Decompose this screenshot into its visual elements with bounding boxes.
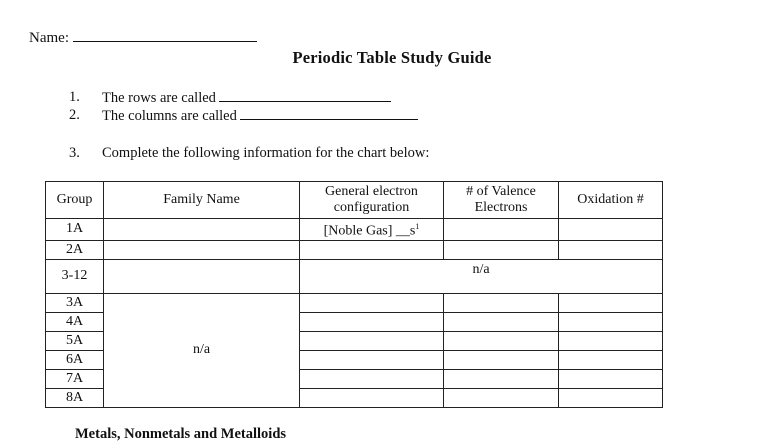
group-cell: 5A	[46, 331, 104, 350]
header-electron-config	[300, 182, 444, 219]
question-number: 3.	[69, 145, 80, 161]
config-input-cell[interactable]	[300, 350, 444, 369]
config-input-cell[interactable]	[300, 388, 444, 407]
header-valence	[444, 182, 559, 219]
table-row	[46, 219, 663, 241]
group-cell: 2A	[46, 240, 104, 259]
config-input-cell[interactable]	[300, 369, 444, 388]
group-cell: 6A	[46, 350, 104, 369]
valence-input-cell[interactable]	[444, 240, 559, 259]
oxidation-input-cell[interactable]	[559, 240, 663, 259]
valence-input-cell[interactable]	[444, 369, 559, 388]
answer-blank[interactable]	[219, 89, 391, 102]
family-input-cell[interactable]	[104, 259, 300, 293]
name-blank[interactable]	[73, 27, 257, 42]
table-row	[46, 293, 663, 312]
valence-input-cell[interactable]	[444, 331, 559, 350]
periodic-info-table	[45, 181, 663, 408]
name-label: Name:	[29, 30, 69, 46]
family-na-cell	[104, 293, 300, 407]
oxidation-input-cell[interactable]	[559, 219, 663, 241]
question-number: 2.	[69, 107, 80, 123]
valence-input-cell[interactable]	[444, 312, 559, 331]
config-input-cell[interactable]	[300, 312, 444, 331]
oxidation-input-cell[interactable]	[559, 331, 663, 350]
config-input-cell[interactable]	[300, 331, 444, 350]
config-superscript: 1	[415, 222, 420, 231]
group-cell: 3-12	[46, 259, 104, 293]
group-cell: 7A	[46, 369, 104, 388]
group-cell: 8A	[46, 388, 104, 407]
table-header-row	[46, 182, 663, 219]
valence-input-cell[interactable]	[444, 350, 559, 369]
table-row	[46, 259, 663, 293]
group-cell: 3A	[46, 293, 104, 312]
header-valence-line1: # of Valence	[466, 184, 536, 199]
family-input-cell[interactable]	[104, 219, 300, 241]
question-number: 1.	[69, 89, 80, 105]
table-row	[46, 240, 663, 259]
family-input-cell[interactable]	[104, 240, 300, 259]
valence-input-cell[interactable]	[444, 219, 559, 241]
page-title: Periodic Table Study Guide	[292, 48, 492, 67]
section-heading: Metals, Nonmetals and Metalloids	[75, 426, 287, 442]
oxidation-input-cell[interactable]	[559, 350, 663, 369]
config-prefix: [Noble Gas] __s	[323, 223, 416, 239]
na-text: n/a	[192, 342, 211, 358]
name-field-line	[29, 27, 257, 47]
oxidation-input-cell[interactable]	[559, 369, 663, 388]
transition-na-cell	[300, 259, 663, 293]
oxidation-input-cell[interactable]	[559, 312, 663, 331]
na-text: n/a	[472, 261, 490, 277]
header-family-name: Family Name	[104, 182, 300, 219]
header-valence-line2: Electrons	[474, 200, 528, 215]
valence-input-cell[interactable]	[444, 293, 559, 312]
valence-input-cell[interactable]	[444, 388, 559, 407]
config-cell[interactable]	[300, 219, 444, 241]
oxidation-input-cell[interactable]	[559, 388, 663, 407]
config-input-cell[interactable]	[300, 293, 444, 312]
oxidation-input-cell[interactable]	[559, 293, 663, 312]
header-group: Group	[46, 182, 104, 219]
header-config-line1: General electron	[325, 184, 418, 199]
header-oxidation: Oxidation #	[559, 182, 663, 219]
answer-blank[interactable]	[240, 107, 418, 120]
question-text: The columns are called	[102, 108, 237, 124]
question-text: Complete the following information for the chart below:	[102, 145, 430, 161]
group-cell: 4A	[46, 312, 104, 331]
config-input-cell[interactable]	[300, 240, 444, 259]
group-cell: 1A	[46, 219, 104, 241]
question-text: The rows are called	[102, 90, 216, 106]
header-config-line2: configuration	[333, 200, 410, 215]
